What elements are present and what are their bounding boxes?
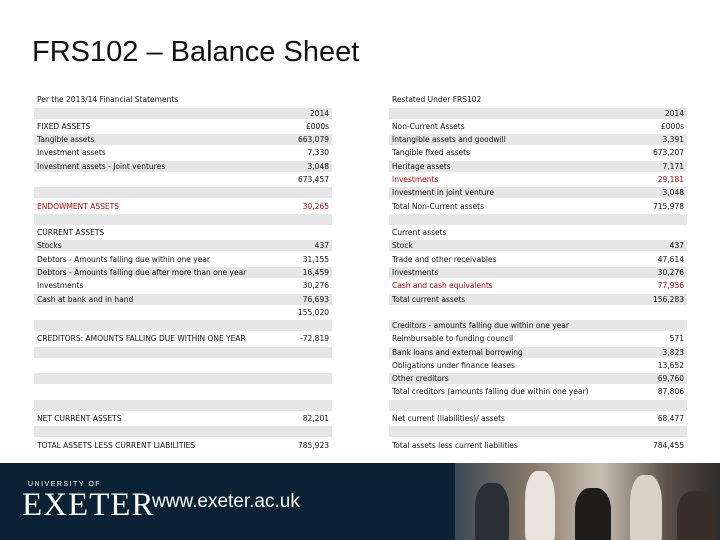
table-row <box>34 333 332 344</box>
row-label: Heritage assets <box>392 161 451 171</box>
row-value: 571 <box>669 334 684 344</box>
row-label: Cash at bank and in hand <box>37 294 134 304</box>
right-heading-text: Restated Under FRS102 <box>392 95 482 104</box>
table-row <box>389 174 687 185</box>
table-row <box>34 280 332 291</box>
table-row <box>389 400 687 411</box>
row-label: FIXED ASSETS <box>37 121 91 131</box>
row-label: Obligations under finance leases <box>392 360 515 370</box>
table-row <box>389 227 687 238</box>
table-row <box>389 360 687 371</box>
table-row <box>34 108 332 119</box>
row-value: 437 <box>669 241 684 251</box>
table-row <box>34 147 332 158</box>
row-value: 673,457 <box>297 175 329 184</box>
slide-title: FRS102 – Balance Sheet <box>32 36 360 68</box>
row-value: 16,459 <box>302 267 329 277</box>
table-row <box>389 121 687 132</box>
row-value: 69,760 <box>657 374 684 384</box>
table-row <box>389 134 687 145</box>
table-row <box>389 187 687 198</box>
table-row <box>34 386 332 397</box>
left-heading-text: Per the 2013/14 Financial Statements <box>37 95 179 104</box>
row-label: Stocks <box>37 241 62 251</box>
table-row <box>389 320 687 331</box>
table-row <box>34 307 332 318</box>
table-row <box>34 161 332 172</box>
row-value: 30,276 <box>302 281 329 291</box>
row-label: CREDITORS: AMOUNTS FALLING DUE WITHIN ONE YEAR <box>37 334 246 344</box>
table-row <box>389 147 687 158</box>
row-label: Investments <box>392 267 439 277</box>
row-label: Tangible fixed assets <box>392 148 470 158</box>
table-row <box>389 267 687 278</box>
row-value: 156,283 <box>652 294 684 304</box>
table-row <box>34 373 332 384</box>
table-row <box>389 440 687 451</box>
table-row <box>34 187 332 198</box>
row-label: Non-Current Assets <box>392 121 465 131</box>
table-row <box>34 347 332 358</box>
table-row <box>34 400 332 411</box>
table-row <box>389 386 687 397</box>
row-value: 30,276 <box>657 267 684 277</box>
table-row <box>389 201 687 212</box>
row-value: 3,048 <box>307 161 329 171</box>
row-label: Net current (liabilities)/ assets <box>392 414 505 424</box>
table-row <box>34 440 332 451</box>
row-label: ENDOWMENT ASSETS <box>37 201 119 211</box>
left-table-heading <box>34 94 332 105</box>
row-label: Debtors - Amounts falling due within one year <box>37 254 211 264</box>
row-label: Debtors - Amounts falling due after more than one year <box>37 267 247 277</box>
table-row <box>389 413 687 424</box>
row-label: Intangible assets and goodwill <box>392 135 506 145</box>
right-balance-sheet-table <box>389 94 687 450</box>
row-value: 663,079 <box>297 135 329 145</box>
row-label: Bank loans and external borrowing <box>392 347 523 357</box>
table-row <box>389 254 687 265</box>
left-balance-sheet-table <box>34 94 332 450</box>
row-label: Investment assets - Joint ventures <box>37 161 166 171</box>
row-label: Total current assets <box>392 294 466 304</box>
table-row <box>389 294 687 305</box>
table-row <box>34 267 332 278</box>
row-label: Total Non-Current assets <box>392 201 484 211</box>
row-label: Total assets less current liabilities <box>392 440 518 450</box>
row-value: 3,823 <box>662 347 684 357</box>
website-url[interactable]: www.exeter.ac.uk <box>152 491 300 512</box>
row-value: 673,207 <box>652 148 684 158</box>
row-value: 13,652 <box>657 360 684 370</box>
row-label: Investments <box>392 175 439 184</box>
table-row <box>34 426 332 437</box>
row-value: 68,477 <box>657 414 684 424</box>
row-value: 784,455 <box>652 440 684 450</box>
table-row <box>34 201 332 212</box>
row-label: Current assets <box>392 228 447 238</box>
row-label: Cash and cash equivalents <box>392 281 493 291</box>
table-row <box>389 307 687 318</box>
table-row <box>389 161 687 172</box>
table-row <box>389 240 687 251</box>
row-label: Investment assets <box>37 148 106 158</box>
table-row <box>389 214 687 225</box>
row-value: 715,978 <box>652 201 684 211</box>
row-value: 30,265 <box>302 201 329 211</box>
row-value: -72,819 <box>300 334 329 344</box>
row-label: Tangible assets <box>37 135 95 145</box>
row-label: CURRENT ASSETS <box>37 228 105 238</box>
row-value: 82,201 <box>302 414 329 424</box>
row-value: 29,181 <box>657 175 684 184</box>
table-row <box>34 214 332 225</box>
row-value: 155,020 <box>297 307 329 317</box>
table-row <box>34 134 332 145</box>
row-value: £000s <box>306 121 329 131</box>
table-row <box>34 320 332 331</box>
table-row <box>389 108 687 119</box>
row-label: Creditors - amounts falling due within one year <box>392 321 569 331</box>
row-value: 3,048 <box>662 188 684 198</box>
table-row <box>389 333 687 344</box>
table-row <box>34 240 332 251</box>
row-label: TOTAL ASSETS LESS CURRENT LIABILITIES <box>37 440 196 450</box>
row-label: Other creditors <box>392 374 449 384</box>
row-value: 87,806 <box>657 387 684 397</box>
table-row <box>389 280 687 291</box>
row-value: 437 <box>314 241 329 251</box>
table-row <box>34 294 332 305</box>
row-value: 785,923 <box>297 440 329 450</box>
row-value: 77,956 <box>657 281 684 291</box>
table-row <box>389 347 687 358</box>
right-table-heading <box>389 94 687 105</box>
table-row <box>34 360 332 371</box>
table-row <box>34 227 332 238</box>
table-row <box>34 254 332 265</box>
table-row <box>34 413 332 424</box>
row-label: Investments <box>37 281 84 291</box>
logo-small-text: UNIVERSITY OF <box>28 481 102 488</box>
row-value: 76,693 <box>302 294 329 304</box>
row-value: 47,614 <box>657 254 684 264</box>
row-label: Total creditors (amounts falling due within one year) <box>392 387 589 397</box>
row-label: NET CURRENT ASSETS <box>37 414 122 424</box>
row-value: 7,330 <box>307 148 329 158</box>
row-value: 7,171 <box>662 161 684 171</box>
row-label: Investment in joint venture <box>392 188 494 198</box>
row-value: 2014 <box>664 108 684 118</box>
table-row <box>34 174 332 185</box>
logo-big-text: EXETER <box>22 487 155 523</box>
row-value: 2014 <box>309 108 329 118</box>
row-value: 31,155 <box>302 254 329 264</box>
table-row <box>389 426 687 437</box>
table-row <box>389 373 687 384</box>
students-photo <box>455 463 720 540</box>
row-label: Reimbursable to funding council <box>392 334 514 344</box>
row-value: 3,391 <box>662 135 684 145</box>
table-row <box>34 121 332 132</box>
row-label: Stock <box>392 241 413 251</box>
row-label: Trade and other receivables <box>392 254 497 264</box>
row-value: £000s <box>661 121 684 131</box>
